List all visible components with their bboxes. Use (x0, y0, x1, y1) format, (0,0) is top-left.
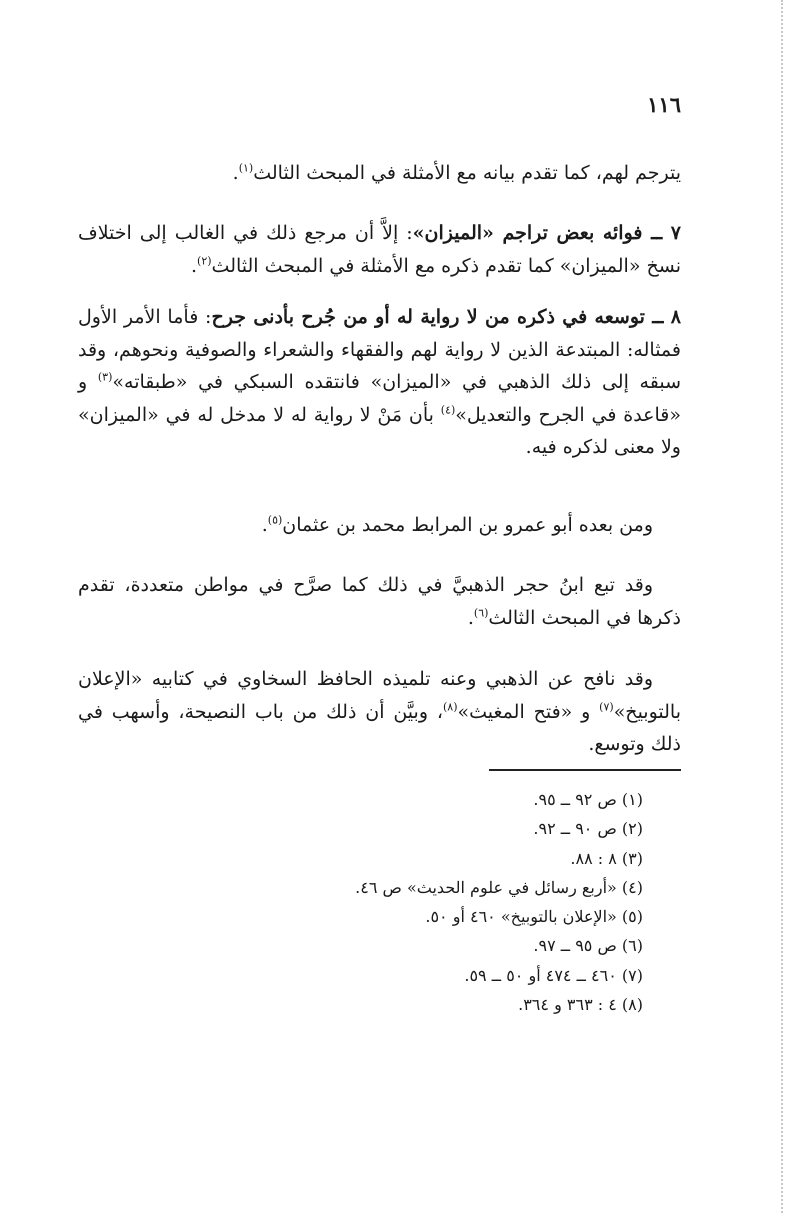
item-heading: ٨ ــ توسعه في ذكره من لا رواية له أو من جُرح بأدنى جرح (211, 306, 681, 328)
text-segment: . (232, 162, 239, 184)
footnote-3: (٣) ٨ : ٨٨. (570, 848, 643, 868)
item-heading: ٧ ــ فوائه بعض تراجم «الميزان» (412, 222, 682, 244)
text-segment: و «فتح المغيث» (457, 700, 600, 723)
paragraph-item-7 (78, 217, 681, 282)
paragraph-ibn-almurabit (78, 509, 681, 542)
footnote-separator (489, 769, 681, 771)
text-segment: ، وبيَّن أن ذلك من باب النصيحة، وأسهب في ذلك وتوسع. (78, 700, 681, 755)
footnote-4: (٤) «أربع رسائل في علوم الحديث» ص ٤٦. (355, 877, 643, 897)
footnote-ref-6: (٦) (473, 606, 489, 620)
text-segment: يترجم لهم، كما تقدم بيانه مع الأمثلة في المبحث الثالث (253, 162, 681, 184)
footnote-ref-4: (٤) (440, 403, 456, 417)
page-number: ١١٦ (647, 92, 681, 117)
text-segment: : إلاَّ أن مرجع ذلك في الغالب إلى اختلاف نسخ «الميزان» كما تقدم ذكره مع الأمثلة في المبحث الثالث (78, 222, 681, 277)
paragraph-sakhawi (78, 663, 681, 761)
scan-edge-dots (781, 0, 783, 1213)
footnotes-list (223, 785, 643, 1019)
footnote-ref-8: (٨) (442, 700, 458, 714)
footnote-2: (٢) ص ٩٠ ــ ٩٢. (533, 819, 643, 839)
text-segment: . (190, 254, 198, 277)
paragraph-ibn-hajar (78, 569, 681, 634)
footnote-ref-7: (٧) (599, 700, 614, 714)
paragraph-intro-continuation (78, 157, 681, 190)
footnote-5: (٥) «الإعلان بالتوبيخ» ٤٦٠ أو ٥٠. (425, 907, 643, 927)
text-segment: وقد نافح عن الذهبي وعنه تلميذه الحافظ السخاوي في كتابيه «الإعلان بالتوبيخ» (78, 668, 682, 723)
text-segment: و «قاعدة في الجرح والتعديل» (78, 371, 682, 426)
footnote-1: (١) ص ٩٢ ــ ٩٥. (533, 790, 643, 809)
footnote-7: (٧) ٤٦٠ ــ ٤٧٤ أو ٥٠ ــ ٥٩. (464, 965, 643, 985)
footnote-6: (٦) ص ٩٥ ــ ٩٧. (533, 936, 643, 956)
footnote-ref-1: (١) (238, 161, 254, 175)
text-segment: ومن بعده أبو عمرو بن المرابط محمد بن عثمان (282, 514, 653, 536)
paragraph-item-8 (78, 301, 681, 464)
footnote-8: (٨) ٤ : ٣٦٣ و ٣٦٤. (518, 995, 643, 1015)
text-segment: : فأما الأمر الأول فمثاله: المبتدعة الذين لا رواية لهم والفقهاء والشعراء والصوفية ونحوهم، وقد سبقه إلى ذلك الذهبي في «الميزان» فانتقده السبكي في «طبقاته» (78, 306, 681, 393)
text-segment: . (261, 514, 268, 536)
footnote-ref-2: (٢) (197, 254, 212, 268)
text-segment: بأن مَنْ لا رواية له لا مدخل له في «الميزان» ولا معنى لذكره فيه. (78, 403, 681, 458)
text-segment: . (467, 606, 474, 629)
text-segment: وقد تبع ابنُ حجر الذهبيَّ في ذلك كما صرَّح في مواطن متعددة، تقدم ذكرها في المبحث الثالث (78, 574, 681, 629)
footnote-ref-5: (٥) (267, 513, 283, 527)
footnote-ref-3: (٣) (97, 370, 113, 384)
